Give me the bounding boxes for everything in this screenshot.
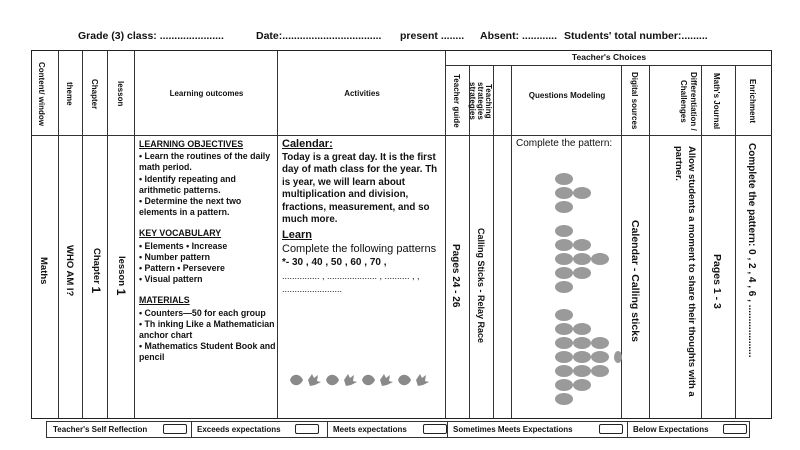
objective-item: • Identify repeating and arithmetic patterns. [139,173,236,195]
enrichment-text: Complete the pattern: 0 , 2 , 4 , 6 , ................... [746,143,757,358]
footer-divider [447,422,448,437]
teacher-guide-pages: Pages 24 - 26 [450,244,461,308]
lesson-cell [114,246,128,306]
theme-who-am-i: WHO AM I? [64,245,75,297]
sometimes-checkbox[interactable] [599,424,623,434]
header-chapter: Chapter [90,78,99,110]
header-info [78,30,778,46]
date-label: Date:.................................. [256,30,382,42]
questions-modeling-text: Complete the pattern: [516,138,613,149]
col-divider [494,65,512,418]
learning-outcomes-cell [139,139,277,364]
pattern-sequence: *- 30 , 40 , 50 , 60 , 70 , [282,257,387,269]
header-theme: theme [65,82,74,106]
footer-divider [327,422,328,437]
leaf-pattern-image [286,372,446,388]
self-reflection-checkbox[interactable] [163,424,187,434]
header-learning-outcomes: Learning outcomes [169,89,244,98]
learn-title: Learn [282,229,312,242]
header-content-window: Content/ window [37,62,46,126]
reflection-footer [46,421,750,438]
row-divider [446,65,772,66]
calendar-text: Today is a great day. It is the first day of math class for the year. Th is year, we will learn about multiplication and division, fractions, measurement, and so much more. [282,151,438,226]
header-differentiation: Differentiation / Challenges [679,71,698,131]
chapter-label: Chapter [91,248,102,285]
vocabulary-title: KEY VOCABULARY [139,228,222,239]
calendar-title: Calendar: [282,138,333,150]
activities-cell [282,138,444,297]
lesson-plan-table [31,50,772,419]
chapter-number: 1 [89,286,103,294]
maths-journal-text: Pages 1 - 3 [711,253,723,309]
self-reflection-label: Teacher's Self Reflection [53,425,148,434]
header-enrichment: Enrichment [748,78,757,123]
header-lesson: lesson [116,81,125,107]
lesson-number: 1 [114,289,128,296]
header-teaching-strategies: Teaching strategies strategies [468,82,493,120]
learn-text: Complete the following patterns [282,242,437,255]
footer-divider [627,422,628,437]
header-activities: Activities [344,89,380,98]
header-maths-journal: Math's Journal [712,72,721,130]
exceeds-checkbox[interactable] [295,424,319,434]
footer-divider [191,422,192,437]
material-item: • Th inking Like a Mathematician anchor chart [139,318,275,341]
vocab-item: • Number pattern [139,251,211,262]
sometimes-label: Sometimes Meets Expectations [453,425,573,434]
meets-checkbox[interactable] [423,424,447,434]
objective-item: • Learn the routines of the daily math period. [139,151,271,173]
materials-title: MATERIALS [139,295,190,306]
chapter-cell [89,241,103,301]
absent-label: Absent: ............ [480,30,558,42]
teaching-strategies-text: Calling Sticks - Relay Race [476,228,486,344]
header-teacher-guide: Teacher guide [452,74,461,128]
students-total-label: Students' total number:......... [564,30,708,42]
objective-item: • Determine the next two elements in a pattern. [139,196,242,218]
header-questions-modeling: Questions Modeling [528,91,606,100]
header-teachers-choices: Teacher's Choices [571,52,647,62]
differentiation-text: Allow students a moment to share their thoughts with a partner. [673,146,697,397]
digital-sources-text: Calendar - Calling sticks [629,220,641,342]
content-maths: Maths [38,257,49,285]
exceeds-label: Exceeds expectations [197,425,281,434]
material-item: • Mathematics Student Book and pencil [139,341,276,363]
lesson-label: lesson [116,256,127,287]
material-item: • Counters—50 for each group [139,307,266,318]
header-digital-sources: Digital sources [630,72,639,130]
vocab-item: • Visual pattern [139,274,203,285]
below-checkbox[interactable] [723,424,747,434]
grade-class-label: Grade (3) class: ...................... [78,30,224,42]
meets-label: Meets expectations [333,425,407,434]
row-divider [32,135,772,136]
objectives-title: LEARNING OBJECTIVES [139,139,244,149]
present-label: present ........ [400,30,465,42]
below-label: Below Expectations [633,425,709,434]
pattern-blanks: ............... , .................... , .......... , , ........................ [282,270,420,295]
dot-pattern-image [512,169,622,414]
vocab-item: • Elements • Increase [139,240,228,251]
vocab-item: • Pattern • Persevere [139,263,225,274]
